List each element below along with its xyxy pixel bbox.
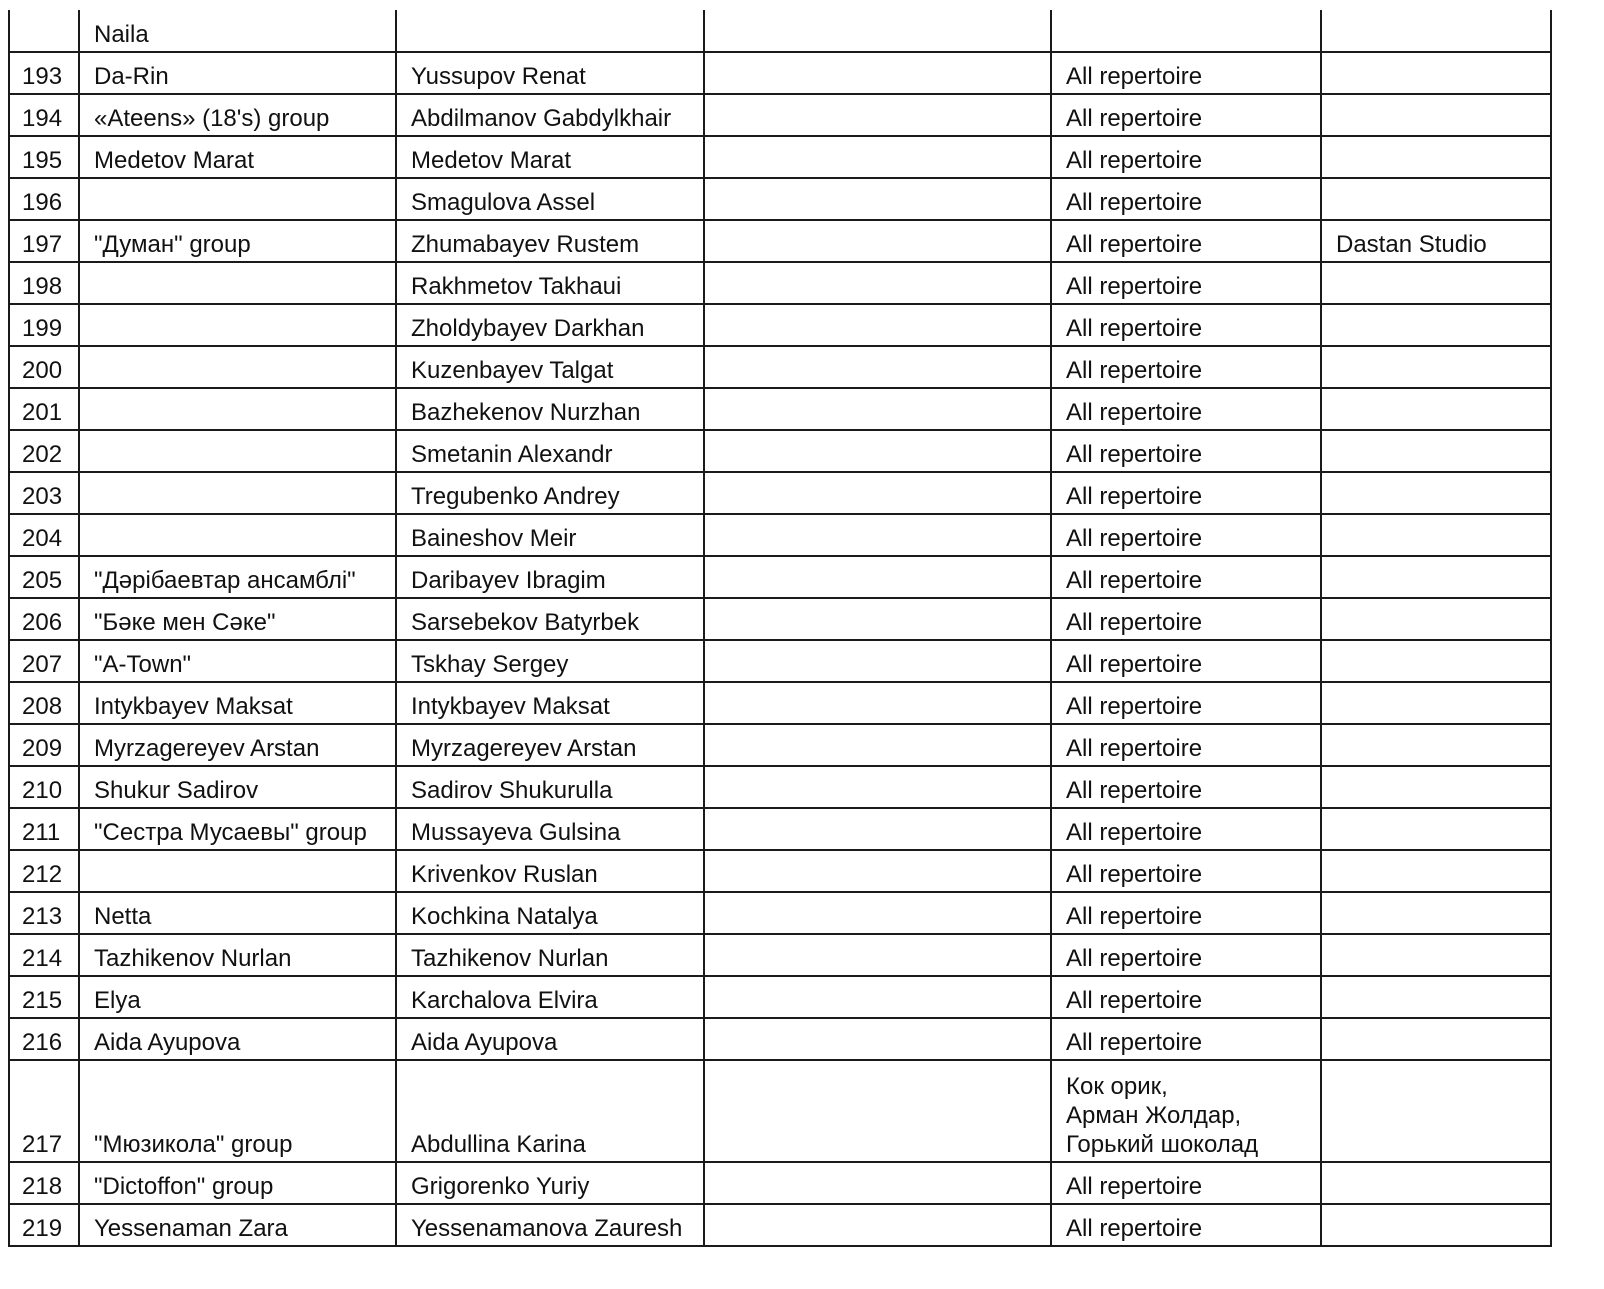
repertoire-cell: All repertoire [1051, 892, 1321, 934]
row-number-cell: 212 [9, 850, 79, 892]
studio-cell [1321, 388, 1551, 430]
repertoire-cell: All repertoire [1051, 94, 1321, 136]
row-number-cell: 198 [9, 262, 79, 304]
empty-cell [704, 388, 1051, 430]
repertoire-cell: All repertoire [1051, 724, 1321, 766]
repertoire-cell [1051, 10, 1321, 52]
empty-cell [704, 766, 1051, 808]
table-row [9, 304, 1551, 346]
empty-cell [704, 136, 1051, 178]
table-row [9, 52, 1551, 94]
artist-cell [79, 850, 396, 892]
studio-cell [1321, 682, 1551, 724]
studio-cell [1321, 892, 1551, 934]
empty-cell [704, 514, 1051, 556]
empty-cell [704, 598, 1051, 640]
repertoire-cell: All repertoire [1051, 682, 1321, 724]
name-cell: Abdullina Karina [396, 1060, 704, 1162]
table-row [9, 808, 1551, 850]
artist-cell: Da-Rin [79, 52, 396, 94]
name-cell: Daribayev Ibragim [396, 556, 704, 598]
repertoire-cell: All repertoire [1051, 766, 1321, 808]
repertoire-cell: All repertoire [1051, 598, 1321, 640]
name-cell: Yussupov Renat [396, 52, 704, 94]
studio-cell [1321, 514, 1551, 556]
artist-cell: "Мюзикола" group [79, 1060, 396, 1162]
repertoire-line: Горький шоколад [1066, 1131, 1259, 1158]
empty-cell [704, 556, 1051, 598]
repertoire-cell: All repertoire [1051, 136, 1321, 178]
row-number-cell: 215 [9, 976, 79, 1018]
empty-cell [704, 976, 1051, 1018]
empty-cell [704, 1204, 1051, 1246]
table-row [9, 934, 1551, 976]
row-number-cell: 214 [9, 934, 79, 976]
empty-cell [704, 430, 1051, 472]
empty-cell [704, 262, 1051, 304]
artist-cell: "A-Town" [79, 640, 396, 682]
artist-cell: "Дәрібаевтар ансамблі" [79, 556, 396, 598]
row-number-cell: 205 [9, 556, 79, 598]
studio-cell [1321, 640, 1551, 682]
name-cell: Tregubenko Andrey [396, 472, 704, 514]
artist-cell: "Бәке мен Сәке" [79, 598, 396, 640]
table-row [9, 766, 1551, 808]
studio-cell [1321, 472, 1551, 514]
table-row [9, 94, 1551, 136]
name-cell: Abdilmanov Gabdylkhair [396, 94, 704, 136]
empty-cell [704, 304, 1051, 346]
empty-cell [704, 1060, 1051, 1162]
table-row [9, 10, 1551, 52]
repertoire-line: Арман Жолдар, [1066, 1102, 1242, 1129]
name-cell: Aida Ayupova [396, 1018, 704, 1060]
table-row [9, 556, 1551, 598]
studio-cell [1321, 556, 1551, 598]
name-cell: Smetanin Alexandr [396, 430, 704, 472]
table-row [9, 136, 1551, 178]
artist-cell: Netta [79, 892, 396, 934]
row-number-cell: 202 [9, 430, 79, 472]
artist-cell [79, 388, 396, 430]
repertoire-cell: All repertoire [1051, 1162, 1321, 1204]
studio-cell [1321, 976, 1551, 1018]
repertoire-cell: All repertoire [1051, 514, 1321, 556]
name-cell: Bazhekenov Nurzhan [396, 388, 704, 430]
studio-cell [1321, 178, 1551, 220]
row-number-cell: 195 [9, 136, 79, 178]
studio-cell [1321, 430, 1551, 472]
name-cell: Sadirov Shukurulla [396, 766, 704, 808]
empty-cell [704, 346, 1051, 388]
repertoire-cell [1051, 1060, 1321, 1162]
repertoire-cell: All repertoire [1051, 1204, 1321, 1246]
repertoire-table [8, 10, 1552, 1247]
empty-cell [704, 1162, 1051, 1204]
studio-cell [1321, 934, 1551, 976]
table-row [9, 178, 1551, 220]
row-number-cell: 211 [9, 808, 79, 850]
name-cell: Mussayeva Gulsina [396, 808, 704, 850]
table-row [9, 262, 1551, 304]
artist-cell: Medetov Marat [79, 136, 396, 178]
studio-cell [1321, 1162, 1551, 1204]
repertoire-cell: All repertoire [1051, 1018, 1321, 1060]
studio-cell [1321, 724, 1551, 766]
row-number-cell: 194 [9, 94, 79, 136]
artist-cell: Elya [79, 976, 396, 1018]
studio-cell [1321, 346, 1551, 388]
table-row [9, 514, 1551, 556]
studio-cell [1321, 598, 1551, 640]
artist-cell [79, 304, 396, 346]
repertoire-cell: All repertoire [1051, 850, 1321, 892]
artist-cell [79, 346, 396, 388]
studio-cell [1321, 52, 1551, 94]
row-number-cell: 199 [9, 304, 79, 346]
empty-cell [704, 1018, 1051, 1060]
repertoire-line: Кок орик, [1066, 1073, 1168, 1100]
studio-cell [1321, 808, 1551, 850]
name-cell: Sarsebekov Batyrbek [396, 598, 704, 640]
empty-cell [704, 220, 1051, 262]
table-row [9, 472, 1551, 514]
repertoire-cell: All repertoire [1051, 430, 1321, 472]
table-row [9, 388, 1551, 430]
name-cell: Grigorenko Yuriy [396, 1162, 704, 1204]
artist-cell: Tazhikenov Nurlan [79, 934, 396, 976]
repertoire-cell: All repertoire [1051, 934, 1321, 976]
artist-cell: Shukur Sadirov [79, 766, 396, 808]
studio-cell [1321, 304, 1551, 346]
row-number-cell: 209 [9, 724, 79, 766]
artist-cell: Myrzagereyev Arstan [79, 724, 396, 766]
name-cell: Smagulova Assel [396, 178, 704, 220]
studio-cell [1321, 1018, 1551, 1060]
table-row [9, 892, 1551, 934]
repertoire-cell: All repertoire [1051, 640, 1321, 682]
name-cell: Rakhmetov Takhaui [396, 262, 704, 304]
row-number-cell: 210 [9, 766, 79, 808]
empty-cell [704, 892, 1051, 934]
row-number-cell: 201 [9, 388, 79, 430]
row-number-cell: 204 [9, 514, 79, 556]
empty-cell [704, 52, 1051, 94]
artist-cell: Naila [79, 10, 396, 52]
table-row [9, 976, 1551, 1018]
row-number-cell: 200 [9, 346, 79, 388]
row-number-cell: 196 [9, 178, 79, 220]
repertoire-cell: All repertoire [1051, 346, 1321, 388]
studio-cell [1321, 94, 1551, 136]
repertoire-cell: All repertoire [1051, 808, 1321, 850]
studio-cell: Dastan Studio [1321, 220, 1551, 262]
table-row [9, 682, 1551, 724]
empty-cell [704, 850, 1051, 892]
name-cell: Myrzagereyev Arstan [396, 724, 704, 766]
table-row [9, 1204, 1551, 1246]
table-row [9, 430, 1551, 472]
studio-cell [1321, 262, 1551, 304]
name-cell: Intykbayev Maksat [396, 682, 704, 724]
row-number-cell [9, 10, 79, 52]
studio-cell [1321, 10, 1551, 52]
studio-cell [1321, 1204, 1551, 1246]
name-cell: Zholdybayev Darkhan [396, 304, 704, 346]
artist-cell [79, 430, 396, 472]
name-cell [396, 10, 704, 52]
name-cell: Tazhikenov Nurlan [396, 934, 704, 976]
row-number-cell: 219 [9, 1204, 79, 1246]
row-number-cell: 203 [9, 472, 79, 514]
artist-cell: "Dictoffon" group [79, 1162, 396, 1204]
empty-cell [704, 682, 1051, 724]
empty-cell [704, 178, 1051, 220]
empty-cell [704, 94, 1051, 136]
table-row [9, 220, 1551, 262]
table-row [9, 850, 1551, 892]
empty-cell [704, 934, 1051, 976]
name-cell: Karchalova Elvira [396, 976, 704, 1018]
table-row [9, 640, 1551, 682]
studio-cell [1321, 850, 1551, 892]
repertoire-cell: All repertoire [1051, 52, 1321, 94]
row-number-cell: 207 [9, 640, 79, 682]
repertoire-cell: All repertoire [1051, 304, 1321, 346]
name-cell: Zhumabayev Rustem [396, 220, 704, 262]
artist-cell [79, 178, 396, 220]
artist-cell: "Думан" group [79, 220, 396, 262]
table-row [9, 1018, 1551, 1060]
repertoire-cell: All repertoire [1051, 178, 1321, 220]
name-cell: Kochkina Natalya [396, 892, 704, 934]
table-row [9, 1162, 1551, 1204]
table-row [9, 1060, 1551, 1162]
studio-cell [1321, 136, 1551, 178]
row-number-cell: 193 [9, 52, 79, 94]
empty-cell [704, 724, 1051, 766]
empty-cell [704, 10, 1051, 52]
artist-cell [79, 472, 396, 514]
name-cell: Medetov Marat [396, 136, 704, 178]
repertoire-cell: All repertoire [1051, 976, 1321, 1018]
name-cell: Tskhay Sergey [396, 640, 704, 682]
artist-cell: Yessenaman Zara [79, 1204, 396, 1246]
empty-cell [704, 640, 1051, 682]
repertoire-cell: All repertoire [1051, 472, 1321, 514]
table-body [9, 10, 1551, 1246]
repertoire-cell: All repertoire [1051, 556, 1321, 598]
table-row [9, 598, 1551, 640]
row-number-cell: 208 [9, 682, 79, 724]
row-number-cell: 216 [9, 1018, 79, 1060]
row-number-cell: 217 [9, 1060, 79, 1162]
table-row [9, 346, 1551, 388]
repertoire-cell: All repertoire [1051, 220, 1321, 262]
empty-cell [704, 472, 1051, 514]
artist-cell [79, 514, 396, 556]
name-cell: Krivenkov Ruslan [396, 850, 704, 892]
studio-cell [1321, 766, 1551, 808]
row-number-cell: 206 [9, 598, 79, 640]
row-number-cell: 218 [9, 1162, 79, 1204]
artist-cell: Aida Ayupova [79, 1018, 396, 1060]
artist-cell: «Ateens» (18's) group [79, 94, 396, 136]
table-row [9, 724, 1551, 766]
name-cell: Yessenamanova Zauresh [396, 1204, 704, 1246]
artist-cell [79, 262, 396, 304]
studio-cell [1321, 1060, 1551, 1162]
artist-cell: "Сестра Мусаевы" group [79, 808, 396, 850]
row-number-cell: 197 [9, 220, 79, 262]
repertoire-cell: All repertoire [1051, 262, 1321, 304]
row-number-cell: 213 [9, 892, 79, 934]
name-cell: Kuzenbayev Talgat [396, 346, 704, 388]
artist-cell: Intykbayev Maksat [79, 682, 396, 724]
empty-cell [704, 808, 1051, 850]
repertoire-cell: All repertoire [1051, 388, 1321, 430]
name-cell: Baineshov Meir [396, 514, 704, 556]
